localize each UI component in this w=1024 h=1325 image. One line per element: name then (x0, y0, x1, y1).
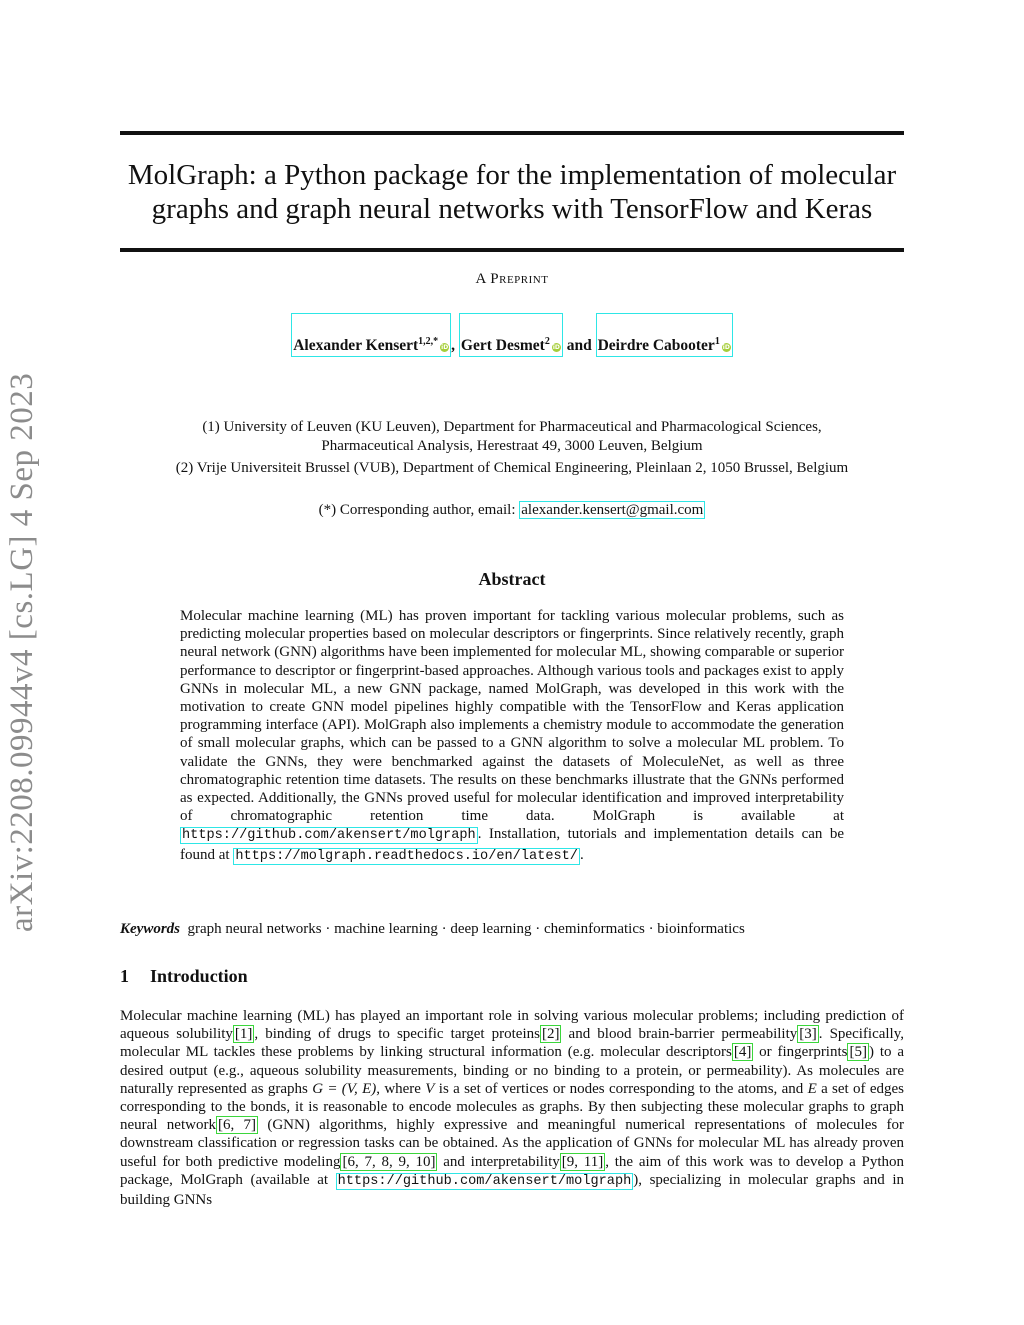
abstract-text: . (579, 846, 584, 863)
corresponding-author (170, 501, 854, 520)
keywords-label: Keywords (120, 921, 180, 937)
body-text: ), specializing in molecular graphs and in building GNNs (120, 1171, 905, 1209)
author-separator: , (451, 337, 456, 354)
section-number: 1 (120, 966, 129, 986)
author-link-kensert[interactable] (291, 313, 451, 357)
body-text: (GNN) algorithms, highly expressive and meaningful numerical representations of molecules for downstream classification or regression tasks can be obtained. As the application of GNNs for molecular ML has already proven useful for both predictive modeling (120, 1117, 904, 1170)
orcid-icon[interactable]: iD (722, 344, 730, 351)
author-link-desmet[interactable] (459, 313, 563, 357)
author-link-cabooter[interactable] (596, 313, 733, 357)
keywords-text: graph neural networks · machine learning · deep learning · cheminformatics · bioinformatics (187, 921, 745, 937)
body-text: and interpretability (437, 1153, 560, 1170)
abstract-body (180, 607, 844, 866)
author-separator: and (566, 337, 592, 354)
paper-title: MolGraph: a Python package for the implementation of molecular graphs and graph neural networks with TensorFlow and Keras (127, 159, 897, 225)
citation-link[interactable]: [9, 11] (561, 1153, 604, 1170)
section-heading (120, 966, 248, 987)
citation-link[interactable]: [2] (541, 1026, 560, 1043)
author-affiliation-marker: 1 (714, 335, 720, 347)
orcid-icon[interactable]: iD (441, 344, 449, 351)
preprint-label: A Preprint (475, 271, 549, 287)
affiliation-2: (2) Vrije Universiteit Brussel (VUB), Department of Chemical Engineering, Pleinlaan 2, 1050 Brussel, Belgium (175, 460, 849, 476)
citation-link[interactable]: [6, 7] (217, 1117, 257, 1134)
affiliation-1: (1) University of Leuven (KU Leuven), Department for Pharmaceutical and Pharmacological Sciences, Pharmaceutical Analysis, Herestraat 49, 3000 Leuven, Belgium (202, 419, 822, 454)
orcid-icon[interactable]: iD (552, 344, 560, 351)
section-title: Introduction (150, 966, 248, 986)
citation-link[interactable]: [3] (799, 1026, 817, 1043)
corresponding-label: (*) Corresponding author, email: (318, 502, 520, 518)
citation-link[interactable]: [1] (234, 1026, 253, 1043)
author-name: Gert Desmet (460, 337, 545, 354)
body-text: a set of edges corresponding to the bonds, it is reasonable to encode molecules as graphs. By then subjecting these molecular graphs to graph neural network (120, 1080, 904, 1134)
arxiv-stamp: arXiv:2208.09944v4 [cs.LG] 4 Sep 2023 (4, 372, 40, 932)
body-text: . Specifically, molecular ML tackles these problems by linking structural information (e.g. molecular descriptors (120, 1026, 905, 1061)
docs-link[interactable]: https://molgraph.readthedocs.io/en/latest/ (235, 848, 578, 864)
body-text: is a set of vertices or nodes corresponding to the atoms, and (434, 1080, 808, 1097)
author-name: Alexander Kensert (293, 337, 419, 354)
github-link[interactable]: https://github.com/akensert/molgraph (182, 828, 476, 844)
body-text: , the aim of this work was to develop a Python package, MolGraph (available at (120, 1153, 905, 1188)
body-text: and blood brain-barrier permeability (561, 1026, 798, 1043)
citation-link[interactable]: [4] (733, 1044, 752, 1061)
math-expression: G = (V, E) (312, 1080, 377, 1097)
abstract-text: . Installation, tutorials and implementation details can be found at (180, 826, 844, 863)
abstract-text: Molecular machine learning (ML) has proven important for tackling various molecular problems, such as predicting molecular properties based on molecular descriptors or fingerprints. Since relatively recently, graph neural network (GNN) algorithms have been implemented for molecular ML, showing comparable or superior performance to descriptor or fingerprint-based approaches. Although various tools and packages exist to apply GNNs in molecular ML, a new GNN package, named MolGraph, was developed in this work with the motivation to create GNN model pipelines highly compatible with the TensorFlow and Keras application programming interface (API). MolGraph also implements a chemistry module to accommodate the generation of small molecular graphs, which can be passed to a GNN algorithm to solve a molecular ML problem. To validate the GNNs, they were benchmarked against the datasets of MoleculeNet, as well as three chromatographic retention time datasets. The results on these benchmarks illustrate that the GNNs performed as expected. Additionally, the GNNs proved useful for molecular identification and improved interpretability of chromatographic retention time data. MolGraph is available at (180, 608, 844, 825)
top-rule (120, 131, 904, 135)
abstract-heading: Abstract (478, 569, 546, 589)
body-text: , where (376, 1080, 426, 1097)
math-expression: V (425, 1080, 435, 1097)
author-affiliation-marker: 2 (544, 335, 550, 347)
keywords-line (120, 921, 904, 938)
body-text: Molecular machine learning (ML) has played an important role in solving various molecular problems; including prediction of aqueous solubility (120, 1008, 904, 1043)
email-link[interactable]: alexander.kensert@gmail.com (521, 502, 704, 518)
math-expression: E (807, 1080, 817, 1097)
author-list (120, 337, 904, 357)
body-text: ) to a desired output (e.g., aqueous solubility measurements, binding or no binding to a protein, or permeability). As molecules are naturally represented as graphs (120, 1044, 904, 1097)
author-affiliation-marker: 1,2,* (418, 335, 439, 347)
author-name: Deirdre Cabooter (597, 337, 715, 354)
citation-link[interactable]: [6, 7, 8, 9, 10] (342, 1153, 436, 1170)
github-link[interactable]: https://github.com/akensert/molgraph (337, 1173, 632, 1189)
body-text: or fingerprints (753, 1044, 848, 1061)
title-bottom-rule (120, 248, 904, 252)
body-text: , binding of drugs to specific target proteins (254, 1026, 540, 1043)
citation-link[interactable]: [5] (849, 1044, 867, 1061)
introduction-paragraph (120, 1007, 904, 1209)
